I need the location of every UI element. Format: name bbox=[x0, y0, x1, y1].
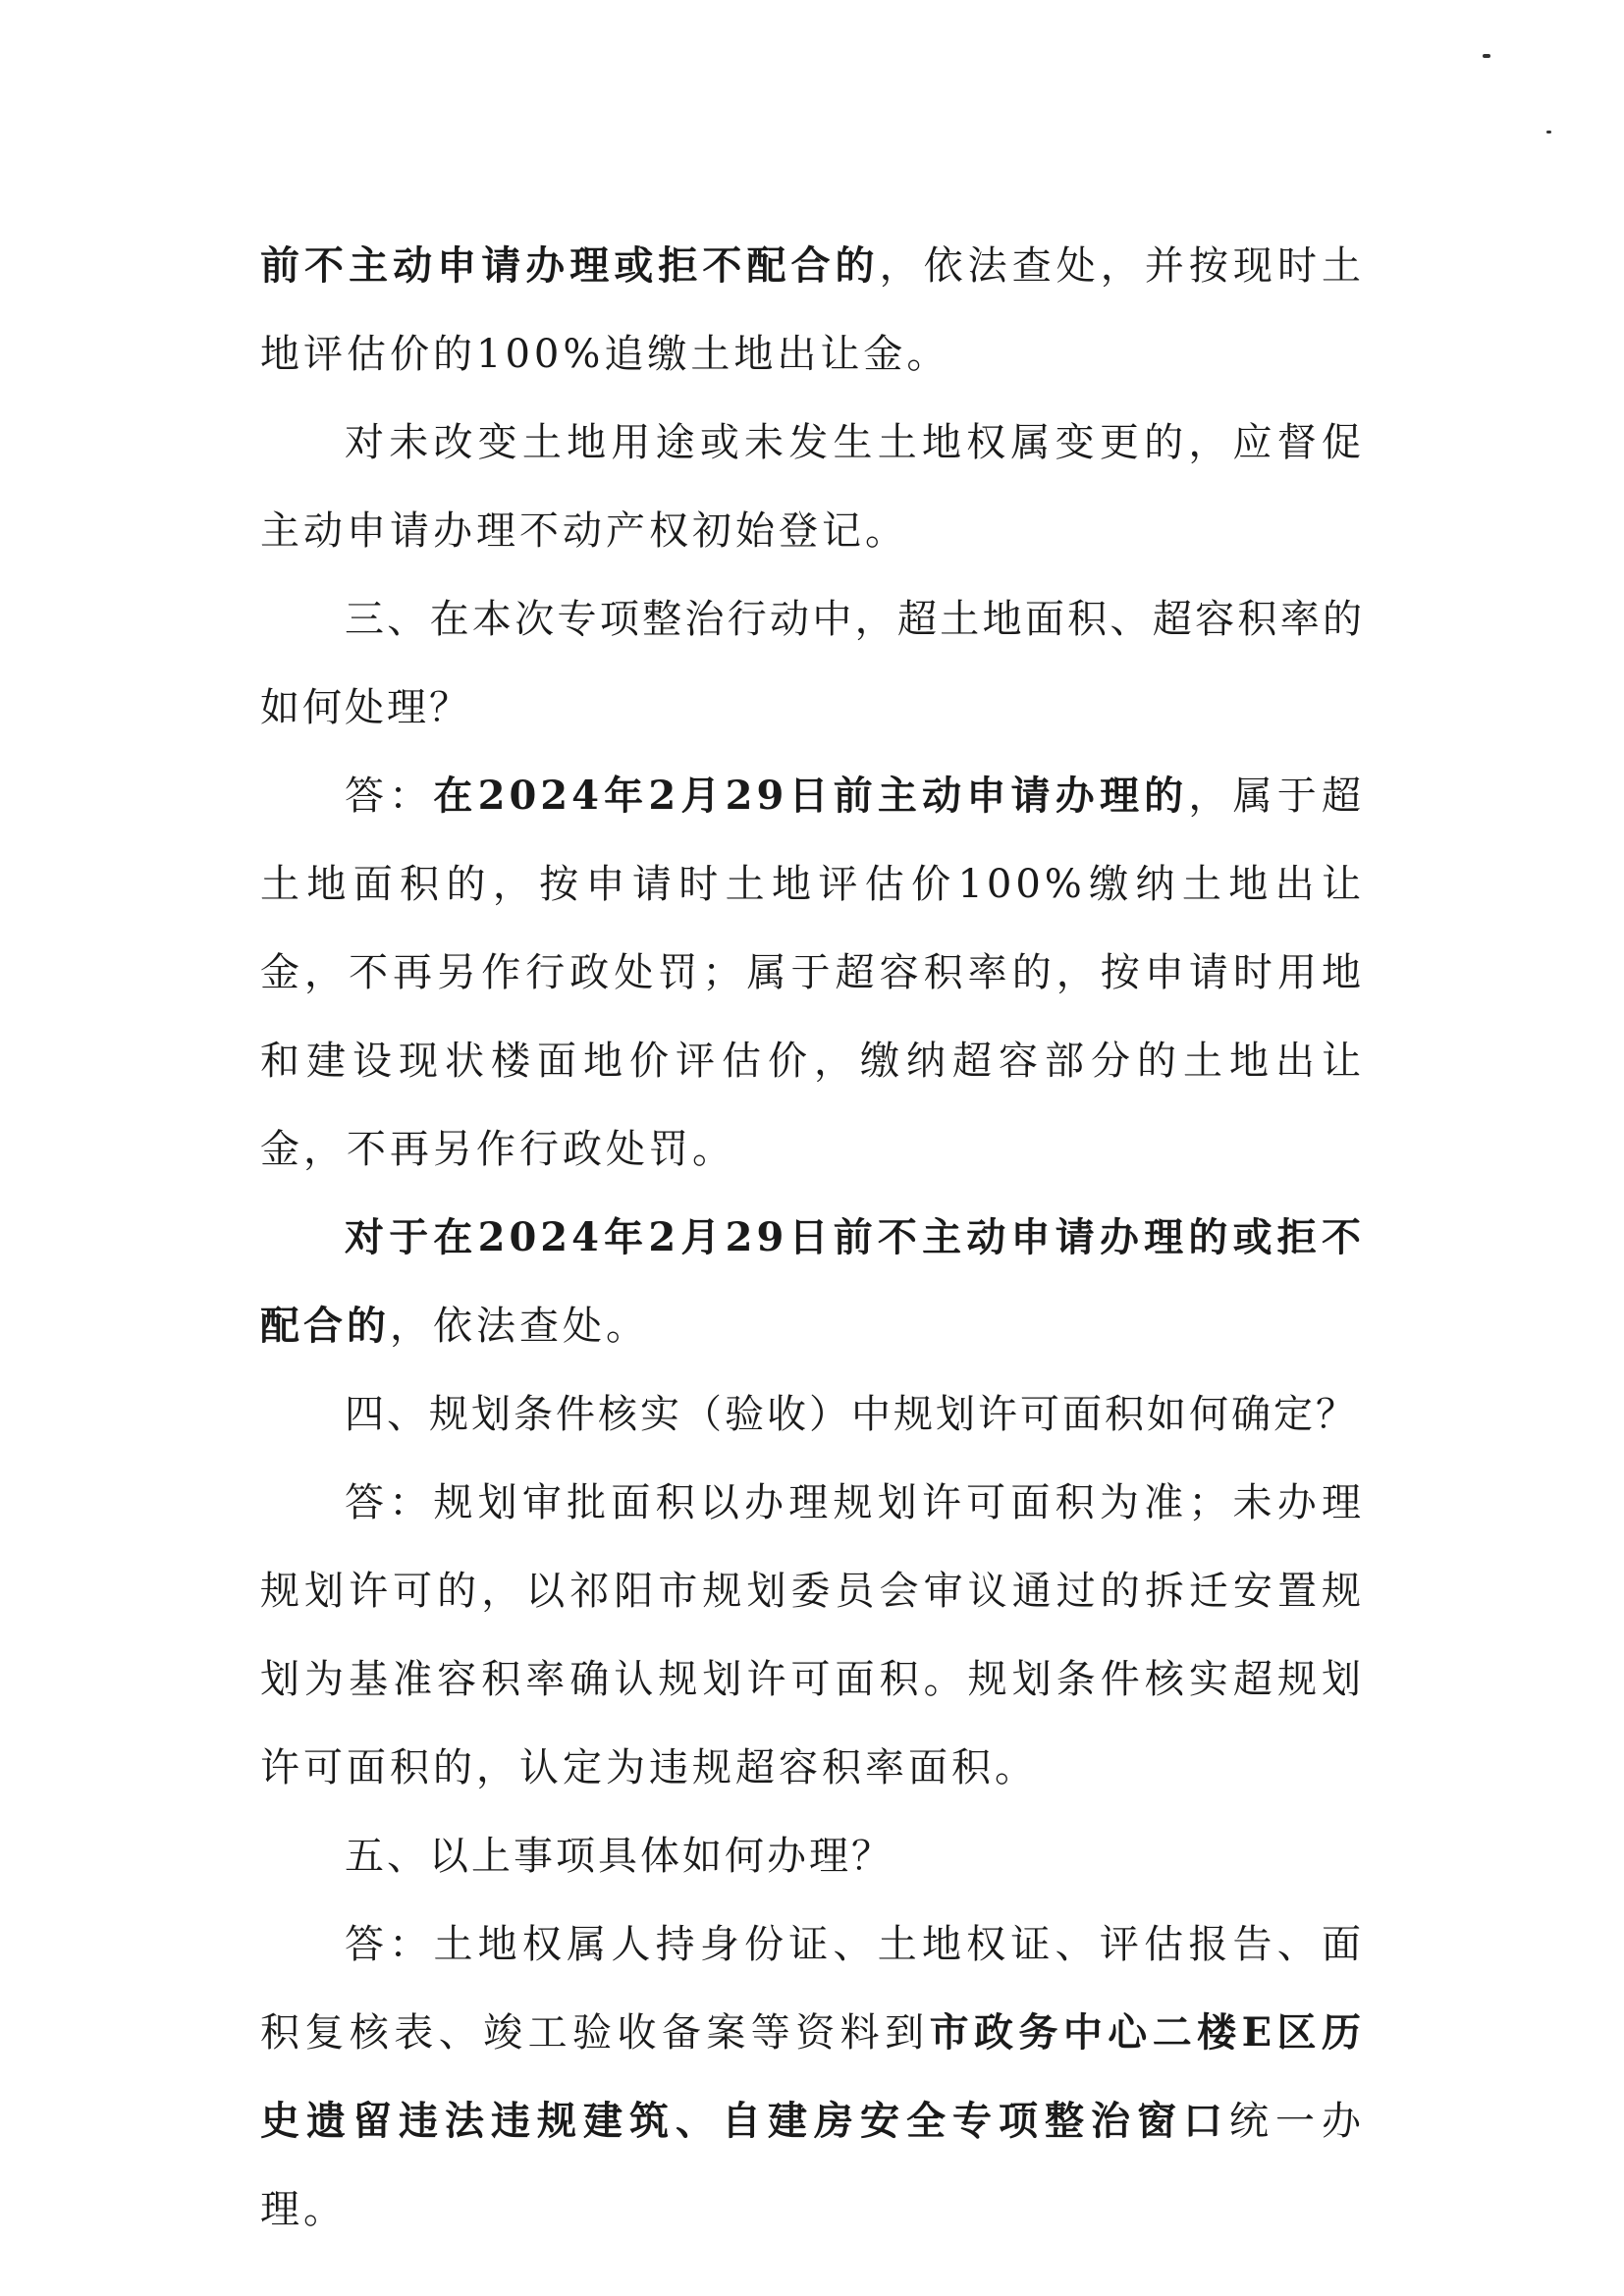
answer-4 bbox=[260, 1459, 1365, 1812]
text-run: 答：规划审批面积以办理规划许可面积为准；未办理规划许可的，以祁阳市规划委员会审议通过的拆迁安置规划为基准容积率确认规划许可面积。规划条件核实超规划许可面积的，认定为违规超容积率面积。 bbox=[260, 1480, 1365, 1790]
question-3 bbox=[260, 575, 1365, 752]
text-run: ， bbox=[854, 597, 897, 642]
answer-5 bbox=[260, 1900, 1365, 2254]
answer-3-penalty bbox=[260, 1194, 1365, 1370]
bold-text-run: 市政务中心二楼E区历史遗留违法违规建筑、自建房安全专项整治窗口 bbox=[260, 2009, 1365, 2144]
bold-text-run: 前不主动申请办理或拒不配合的 bbox=[260, 242, 880, 289]
bold-text-run: 对于在2024年2月29日前不主动申请办理的或拒不配合的 bbox=[260, 1214, 1365, 1349]
text-run: 答：土地权属人持身份证、土地权证、评估报告、面积复核表、竣工验收备案等资料到 bbox=[260, 1922, 1365, 2056]
document-body bbox=[260, 222, 1365, 2254]
para-unchanged-use bbox=[260, 399, 1365, 575]
text-run: 三、在本次专项整治行动中 bbox=[345, 597, 855, 642]
scan-speck bbox=[1483, 54, 1490, 58]
text-run: ，依法查处。 bbox=[390, 1304, 649, 1349]
text-run: 答： bbox=[345, 774, 434, 819]
text-run: 五、以上事项具体如何办理？ bbox=[345, 1834, 893, 1879]
text-run: ，依法查处，并按现时土地评估价的100%追缴土地出让金。 bbox=[260, 243, 1366, 377]
text-run: 四、规划条件核实（验收）中规划许可面积如何确定？ bbox=[345, 1392, 1358, 1437]
bold-text-run: 在2024年2月29日前主动申请办理的 bbox=[433, 773, 1189, 819]
question-5 bbox=[260, 1812, 1365, 1900]
text-run: 统一办理。 bbox=[260, 2099, 1365, 2232]
question-4 bbox=[260, 1370, 1365, 1459]
text-run: ，属于超土地面积的，按申请时土地评估价100%缴纳土地出让金，不再另作行政处罚；属于超容积率的，按申请时用地和建设现状楼面地价评估价，缴纳超容部分的土地出让金，不再另作行政处罚。 bbox=[260, 774, 1366, 1172]
text-run: 超土地面积、超容积率的如何处理？ bbox=[260, 597, 1366, 730]
answer-3 bbox=[260, 752, 1365, 1194]
para-penalty-unapplied bbox=[260, 222, 1365, 399]
text-run: 对未改变土地用途或未发生土地权属变更的，应督促主动申请办理不动产权初始登记。 bbox=[260, 420, 1365, 554]
scan-speck bbox=[1546, 131, 1551, 133]
